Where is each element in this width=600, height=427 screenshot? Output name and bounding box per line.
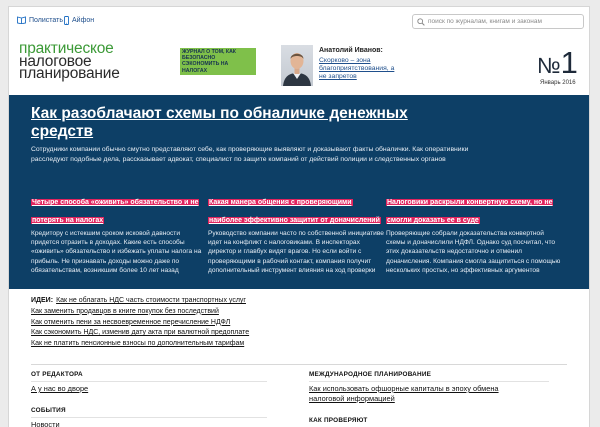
logo-line-3: планирование: [19, 65, 120, 82]
feature-block: [9, 95, 589, 289]
search-input[interactable]: [428, 18, 578, 25]
search-box[interactable]: [412, 14, 584, 29]
section-divider: [31, 364, 567, 365]
magazine-page: [8, 6, 590, 427]
feature-column-3: [386, 191, 562, 275]
author-photo[interactable]: [281, 45, 313, 86]
idea-link-1[interactable]: Как не облагать НДС часть стоимости транспортных услуг: [56, 297, 246, 304]
feature-column-2: [208, 191, 384, 275]
logo-line-1: практическое: [19, 40, 114, 57]
editor-link[interactable]: А у нас во дворе: [31, 384, 89, 393]
intl-section-title: МЕЖДУНАРОДНОЕ ПЛАНИРОВАНИЕ: [309, 371, 432, 378]
ideas-label: ИДЕИ:: [31, 297, 54, 304]
idea-link-5[interactable]: Как не платить пенсионные взносы по дополнительным тарифам: [31, 340, 245, 348]
idea-row: [31, 328, 451, 339]
feature-column-1: [31, 191, 207, 275]
column-3-text: Проверяющие собрали доказательства конвертной схемы и доначислили НДФЛ. Однако суд посчитал, что этих доказательств недостаточно и отменил доначисления. Компания смогла защититься с помощью нескольких простых, но эффективных аргументов: [386, 230, 561, 274]
idea-row: [31, 307, 451, 318]
author-name: Анатолий Иванов:: [319, 47, 383, 54]
issue-number: [537, 45, 578, 80]
flip-through-label: Полистать: [29, 16, 63, 24]
ideas-list: [31, 296, 451, 350]
search-icon: [417, 13, 425, 31]
magazine-logo[interactable]: [19, 40, 120, 82]
issue-number-value: 1: [560, 45, 578, 80]
toolbar: [9, 7, 589, 35]
idea-row: [31, 318, 451, 329]
column-2-link[interactable]: Какая манера общения с проверяющими наиболее эффективно защитит от доначислений: [209, 199, 380, 224]
events-section-title: СОБЫТИЯ: [31, 407, 66, 414]
idea-row: [31, 296, 451, 307]
logo-line-2: налоговое: [19, 52, 92, 70]
feature-title-link[interactable]: Как разоблачают схемы по обналичке денежных средств: [31, 105, 408, 140]
events-section-rule: [31, 417, 267, 418]
author-article-link[interactable]: Скорково – зона благоприятствования, а не запретов: [319, 57, 395, 80]
book-icon: [17, 16, 26, 24]
column-3-link[interactable]: Налоговики раскрыли конвертную схему, но не смогли доказать ее в суде: [387, 199, 553, 224]
idea-link-4[interactable]: Как сэкономить НДС, изменив дату акта при валютной предоплате: [31, 329, 250, 337]
news-link[interactable]: Новости: [31, 420, 60, 427]
audit-section-title: КАК ПРОВЕРЯЮТ: [309, 417, 368, 424]
phone-icon: [64, 16, 69, 25]
idea-link-3[interactable]: Как отменить пени за несвоевременное перечисление НДФЛ: [31, 318, 231, 326]
intl-article-link[interactable]: Как использовать офшорные капиталы в эпоху обмена налоговой информацией: [309, 384, 499, 403]
idea-link-2[interactable]: Как заменить продавцов в книге покупок без последствий: [31, 307, 219, 315]
editor-section-rule: [31, 381, 267, 382]
magazine-tagline: ЖУРНАЛ О ТОМ, КАК БЕЗОПАСНО СЭКОНОМИТЬ НА НАЛОГАХ: [180, 48, 256, 75]
column-1-text: Кредитору с истекшим сроком исковой давности придется отразить в доходах. Какие есть способы «оживить» обязательство и избежать уплаты налога на прибыль. Не признавать доходы можно даже по обязательствам, возникшим более 10 лет назад: [31, 230, 202, 274]
iphone-label: Айфон: [72, 17, 95, 24]
feature-lead: Сотрудники компании обычно смутно представляют себе, как проверяющие выявляют и доказывают факты обналички. Как оперативники расследуют подобные дела, рассказывает адвокат, специалист по защите компаний от действий полиции и следственных органов: [31, 146, 469, 163]
issue-date: Январь 2016: [540, 80, 576, 86]
column-1-link[interactable]: Четыре способа «оживить» обязательство и не потерять на налогах: [32, 199, 199, 224]
intl-section-rule: [309, 381, 549, 382]
idea-row: [31, 339, 451, 350]
column-2-text: Руководство компании часто по собственной инициативе идет на конфликт с налоговиками. В инспекторах директор и главбух видят врагов. Но если войти с проверяющими в рабочий контакт, компания получит дополнительный инструмент влияния на ход проверки: [208, 230, 384, 274]
editor-section-title: ОТ РЕДАКТОРА: [31, 371, 83, 378]
iphone-button[interactable]: [64, 16, 94, 25]
flip-through-button[interactable]: [17, 16, 63, 24]
issue-number-sign: №: [537, 53, 561, 78]
